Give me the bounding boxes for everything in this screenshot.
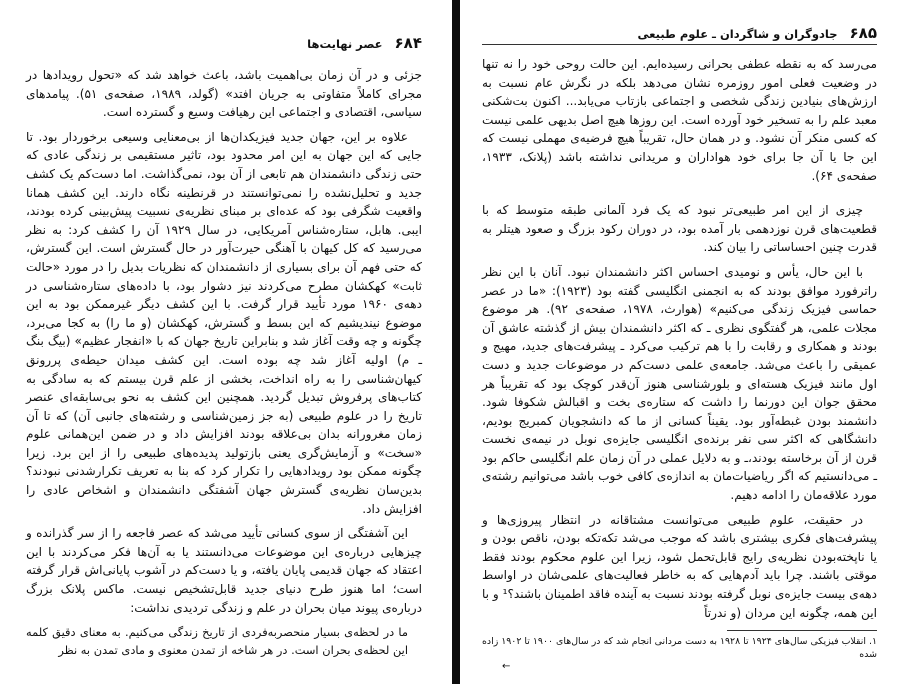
- right-paragraph-2: چیزی از این امر طبیعی‌تر نبود که یک فرد آلمانی طبقه متوسط که با قطعیت‌های قرن نوزدهمی بار آمده بود، در دوران رکود بزرگ و صعود هیتلر به قدرت چنین احساساتی را بیان کند.: [482, 203, 877, 255]
- planck-quote: ما در لحظه‌ی بسیار منحصربه‌فردی از تاریخ زندگی می‌کنیم. به معنای دقیق کلمه این لحظه‌ی بحران است. در هر شاخه از تمدن معنوی و مادی تمدن به نظر: [26, 625, 408, 658]
- right-page-number: ۶۸۵: [849, 24, 877, 42]
- right-paragraph-4: در حقیقت، علوم طبیعی می‌توانست مشتاقانه در انتظار پیروزی‌ها و پیشرفت‌های فکری بیشتری باشد که موجب می‌شد تکه‌تکه بودن، ناقص بودن و یا ناپخته‌بودن نظریه‌ی رایج قابل‌تحمل شود، زیرا این علوم محکوم بودند فقط موقتی باشند. چرا باید آدم‌هایی که به خاطر فعالیت‌های علمی‌شان در اواسط دهه‌ی بیست جایزه‌ی نوبل گرفته بودند نسبت به آینده فاقد اطمینان باشند؟¹ و با این همه، چگونه این مردان (و ندرتاً: [482, 512, 877, 620]
- right-paragraph-1: می‌رسد که به نقطه عطفی بحرانی رسیده‌ایم. این حالت روحی خود را نه تنها در وضعیت فعلی امور روزمره نشان می‌دهد بلکه در نگرش عام نسبت به ارزش‌های بنیادین زندگی شخصی و اجتماعی بازتاب می‌یابد... اکنون بت‌شکنی معبد علم را به تسخیر خود آورده است. این روزها هیچ اصل بدیهی علمی نیست که کسی منکر آن نشود. و در همان حال، تقریباً هیچ فرضیه‌ی مهملی نیست که این جا یا آن جا برای خود هواداران و مریدانی نداشته باشد (پلانک، ۱۹۳۳، صفحه‌ی ۶۴).: [482, 57, 877, 183]
- footnote: ۱. انقلاب فیزیکی سال‌های ۱۹۲۴ تا ۱۹۲۸ به دست مردانی انجام شد که در سال‌های ۱۹۰۰ تا ۱۹۰۲ زاده شده: [482, 636, 877, 661]
- book-gutter: [452, 0, 460, 684]
- right-running-head: [482, 24, 877, 45]
- footnote-continuation-arrow: ←: [502, 661, 511, 673]
- left-paragraph-1: جزئی و در آن زمان بی‌اهمیت باشد، باعث خواهد شد که «تحول رویدادها در مجرای کاملاً متفاوتی به جریان افتد» (گولد، ۱۹۸۹، صفحه‌ی ۵۱). پیامدهای سیاسی، اقتصادی و اجتماعی این رهیافت وسیع و گسترده است.: [26, 68, 422, 120]
- right-paragraph-3: با این حال، یأس و نومیدی احساس اکثر دانشمندان نبود. آنان با این نظر راترفورد موافق بودند که به انجمنی انگلیسی گفته بود (۱۹۲۳): «ما در عصر حماسی فیزیک زندگی می‌کنیم» (هوارث، ۱۹۷۸، صفحه‌ی ۹۲). هر موضوع مجلات علمی، هر گفتگوی نظری ـ که اکثر دانشمندان بیش از گذشته عاشق آن بودند و همکاری و رقابت را با هم ترکیب می‌کرد ـ پیشرفت‌های جدید، مهیج و عمیقی را باعث می‌شد. جامعه‌ی علمی دست‌کم در موضوعات جدید و دست اول مانند فیزیک هسته‌ای و بلورشناسی هنوز آن‌قدر کوچک بود که تقریباً هر محقق جوان این دورنما را داشت که ستاره‌ی بخت و اقبالش شکوفا شود. دانشمند بودن غبطه‌آور بود. یقیناً کسانی از ما که دانشجویان کمبریج بودیم، دانشگاهی که اکثر سی نفر برنده‌ی انگلیسی جایزه‌ی نوبل در نیمه‌ی نخست قرن از آن برخاسته بودند،ـ و به دلایل عملی در آن زمان علم انگلیسی حاکم بود ـ می‌دانستیم که اگر ریاضیات‌مان به اندازه‌ی کافی خوب باشد می‌توانیم رشته‌ی مورد علاقه‌مان را ادامه دهیم.: [482, 264, 877, 503]
- left-running-head: [26, 34, 422, 54]
- right-running-title: جادوگران و شاگردان ـ علوم طبیعی: [637, 27, 838, 41]
- footnote-rule: [727, 630, 877, 631]
- left-paragraph-2: علاوه بر این، جهان جدید فیزیکدان‌ها از بی‌معنایی وسیعی برخوردار بود. تا جایی که این جهان به این امر محدود بود، تاثیر مستقیمی بر زندگی عادی که حتی زندگی دانشمندان هم تابعی از آن بود، نمی‌گذاشت. اما دست‌کم یک کشف جدید و تحلیل‌نشده را نمی‌توانستند در قرنطینه نگاه دارند. این کشف همانا واقعیت شگرفی بود که عده‌ای بر مبنای نظریه‌ی نسبیت پیش‌بینی کرده بودند، ایبی. هابل، ستاره‌شناس آمریکایی، در سال ۱۹۲۹ آن را کشف کرد: به نظر می‌رسید که کل کیهان با آهنگی حیرت‌آور در حال گسترش است. این گسترش، که حتی فهم آن برای بسیاری از دانشمندان که نظریات بدیل را در مورد «حالت ثابت» کهکشان مطرح می‌کردند نیز دشوار بود، با داده‌های ستاره‌شناسی در دهه‌ی ۱۹۶۰ مورد تأیید قرار گرفت. با این کشف دیگر غیرممکن بود به این موضوع نیندیشیم که این بسط و گسترش، کهکشان (و ما را) به کجا می‌برد، چگونه و چه وقت آغاز شد و بنابراین تاریخ جهان که با «انفجار عظیم» (بیگ بنگ ـ م) اولیه آغاز شد چه بوده است. این کشف میدان حیطه‌ی پررونق کیهان‌شناسی را به راه انداخت، بخشی از علم قرن بیستم که به سادگی به کتاب‌های پرفروش تبدیل گردید. همچنین این کشف به نحو بی‌سابقه‌ای عنصر تاریخ را در علوم طبیعی (به جز زمین‌شناسی و رشته‌های جانبی آن) که تا آن زمان مغرورانه بدان بی‌علاقه بودند افزایش داد و در ضمن این‌همانی علوم «سخت» و آزمایش‌گری یعنی بازتولید پدیده‌های طبیعی را از این برد. زیرا چگونه ممکن بود رویدادهایی را تکرار کرد که بنا به تعریف تکرارشدنی نبودند؟ بدین‌سان نظریه‌ی گسترش جهان آشفتگی دانشمندان و اشخاص عادی را افزایش داد.: [26, 129, 423, 516]
- right-page: [460, 0, 903, 684]
- left-paragraph-3: این آشفتگی از سوی کسانی تأیید می‌شد که عصر فاجعه را از سر گذرانده و چیزهایی درباره‌ی این موضوعات می‌دانستند یا به آن‌ها فکر می‌کردند با این اعتقاد که جهان قدیمی پایان یافته، و یا دست‌کم در آشوب پایانی‌اش قرار گرفته است؛ اما هنوز طرح دنیای جدید قابل‌تشخیص نیست. ماکس پلانک بزرگ درباره‌ی پیوند میان بحران در علم و زندگی تردیدی نداشت:: [26, 526, 422, 615]
- left-page-number: ۶۸۴: [394, 34, 422, 52]
- left-running-title: عصر نهایت‌ها: [307, 37, 383, 51]
